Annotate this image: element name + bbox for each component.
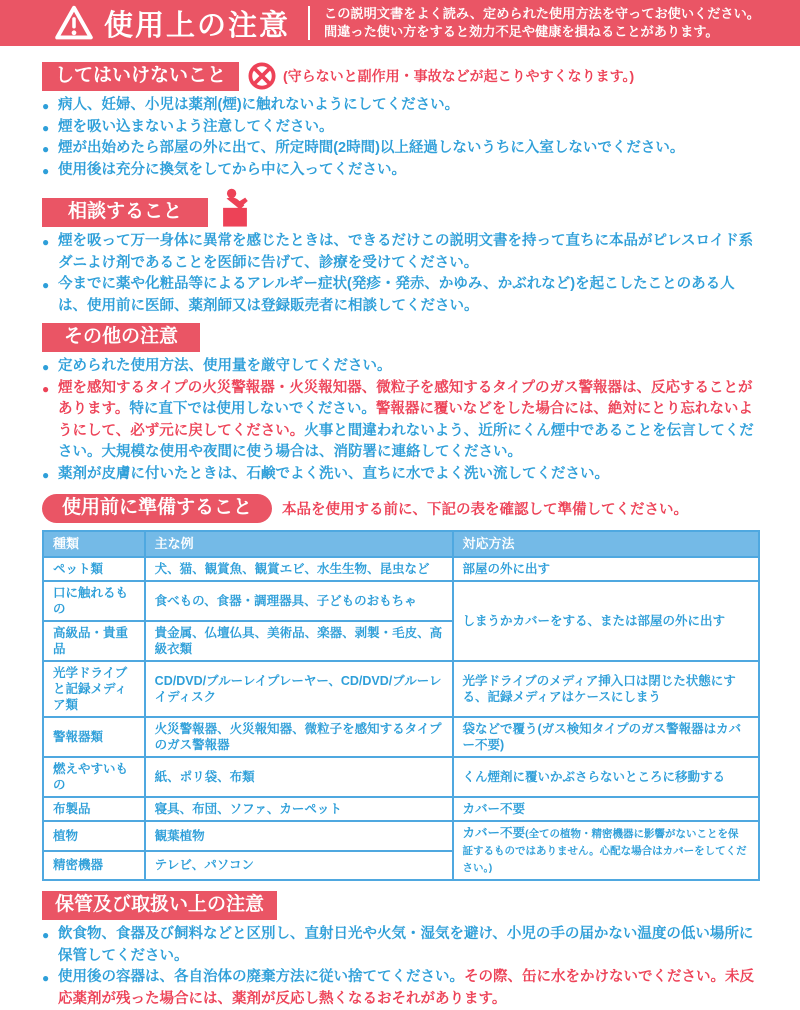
alarm-warning-red-1: 煙を感知するタイプの火災警報器・火災報知器、微粒子を感知するタイプのガス警報器は、反応することがあります。 xyxy=(58,379,753,417)
cell-examples: CD/DVD/ブルーレイプレーヤー、CD/DVD/ブルーレイディスク xyxy=(145,661,453,717)
section-prohibited-title: してはいけないこと xyxy=(42,62,239,91)
section-prepare-lead: 本品を使用する前に、下記の表を確認して準備してください。 xyxy=(282,502,689,518)
section-other-title: その他の注意 xyxy=(42,323,200,352)
table-row-mouth-items xyxy=(43,581,759,621)
table-row-flammables xyxy=(43,757,759,797)
cell-examples: 食べもの、食器・調理器具、子どものおもちゃ xyxy=(145,581,453,621)
cell-type: ペット類 xyxy=(43,557,145,581)
header-description xyxy=(324,5,760,41)
header-band xyxy=(0,0,800,46)
cell-type: 燃えやすいもの xyxy=(43,757,145,797)
cell-action-note: (全ての植物・精密機器に影響がないことを保証するものではありません。心配な場合はカバーをしてください。) xyxy=(462,828,747,874)
section-prohibited-header xyxy=(42,61,760,91)
cell-action: 部屋の外に出す xyxy=(453,557,759,581)
list-item: ● 煙を吸い込まないよう注意してください。 xyxy=(42,117,760,139)
section-prepare-title: 使用前に準備すること xyxy=(42,494,272,523)
list-item: ● 使用後は充分に換気をしてから中に入ってください。 xyxy=(42,160,760,182)
table-row-fabrics xyxy=(43,797,759,821)
warning-triangle-icon xyxy=(54,5,94,41)
list-item-disposal xyxy=(42,967,760,1010)
prohibited-list xyxy=(42,95,760,181)
page-title: 使用上の注意 xyxy=(104,9,291,42)
disposal-red: その際、缶に水をかけないでください。未反応薬剤が残った場合には、薬剤が反応し熱くなるおそれがあります。 xyxy=(58,969,754,1007)
table-header-row xyxy=(43,531,759,557)
table-row-plants xyxy=(43,821,759,851)
alarm-warning-red-2: 警報器に覆いなどをした場合には、絶対にとり忘れないようにして、必ず元に戻してください。 xyxy=(58,401,753,439)
list-item: ● 薬剤が皮膚に付いたときは、石鹸でよく洗い、直ちに水でよく洗い流してください。 xyxy=(42,464,760,486)
alarm-warning-blue-2: 火事と間違われないよう、近所にくん煙中であることを伝言してください。大規模な使用や夜間に使う場合は、消防署に連絡してください。 xyxy=(58,422,754,460)
list-item: ● 病人、妊婦、小児は薬剤(煙)に触れないようにしてください。 xyxy=(42,95,760,117)
prohibition-icon xyxy=(247,61,277,91)
cell-action-merged xyxy=(453,821,759,880)
cell-action: くん煙剤に覆いかぶさらないところに移動する xyxy=(453,757,759,797)
cell-type: 精密機器 xyxy=(43,851,145,881)
column-header-type: 種類 xyxy=(43,531,145,557)
cell-type: 光学ドライブと記録メディア類 xyxy=(43,661,145,717)
header-description-line2: 間違った使い方をすると効力不足や健康を損ねることがあります。 xyxy=(324,24,719,39)
list-item-alarm-warning xyxy=(42,378,760,464)
cell-action: 光学ドライブのメディア挿入口は閉じた状態にする、記録メディアはケースにしまう xyxy=(453,661,759,717)
cell-action: カバー不要 xyxy=(453,797,759,821)
other-list xyxy=(42,356,760,485)
cell-action: 袋などで覆う(ガス検知タイプのガス警報器はカバー不要) xyxy=(453,717,759,757)
section-prohibited-note: (守らないと副作用・事故などが起こりやすくなります。) xyxy=(283,68,635,84)
cell-examples: 貴金属、仏壇仏具、美術品、楽器、剥製・毛皮、高級衣類 xyxy=(145,621,453,661)
section-prepare-header xyxy=(42,494,760,523)
list-item: ● 煙が出始めたら部屋の外に出て、所定時間(2時間)以上経過しないうちに入室しないでください。 xyxy=(42,138,760,160)
cell-examples: 観葉植物 xyxy=(145,821,453,851)
section-other-header xyxy=(42,323,760,352)
table-row-pets xyxy=(43,557,759,581)
cell-type: 口に触れるもの xyxy=(43,581,145,621)
cell-action-merged: しまうかカバーをする、または部屋の外に出す xyxy=(453,581,759,661)
cell-type: 布製品 xyxy=(43,797,145,821)
section-consult-title: 相談すること xyxy=(42,198,208,227)
consult-list xyxy=(42,231,760,317)
cell-examples: 火災警報器、火災報知器、微粒子を感知するタイプのガス警報器 xyxy=(145,717,453,757)
disposal-blue: 使用後の容器は、各自治体の廃棄方法に従い捨ててください。 xyxy=(58,969,464,985)
section-storage-header xyxy=(42,891,760,920)
header-divider xyxy=(308,6,310,40)
cell-type: 警報器類 xyxy=(43,717,145,757)
storage-list xyxy=(42,924,760,1010)
preparation-table xyxy=(42,530,760,881)
list-item: ● 定められた使用方法、使用量を厳守してください。 xyxy=(42,356,760,378)
alarm-warning-blue-1: 特に直下では使用しないでください。 xyxy=(129,401,376,417)
doctor-consult-icon xyxy=(218,187,252,227)
cell-type: 高級品・貴重品 xyxy=(43,621,145,661)
cell-action-main: カバー不要 xyxy=(462,826,526,840)
table-row-alarms xyxy=(43,717,759,757)
section-consult-header xyxy=(42,187,760,227)
content xyxy=(0,46,800,1010)
list-item: ● 今までに薬や化粧品等によるアレルギー症状(発疹・発赤、かゆみ、かぶれなど)を起こしたことのある人は、使用前に医師、薬剤師又は登録販売者に相談してください。 xyxy=(42,274,760,317)
column-header-action: 対応方法 xyxy=(453,531,759,557)
cell-examples: 紙、ポリ袋、布類 xyxy=(145,757,453,797)
cell-examples: 犬、猫、観賞魚、観賞エビ、水生生物、昆虫など xyxy=(145,557,453,581)
section-storage-title: 保管及び取扱い上の注意 xyxy=(42,891,277,920)
header-description-line1: この説明文書をよく読み、定められた使用方法を守ってお使いください。 xyxy=(324,6,760,21)
cell-examples: テレビ、パソコン xyxy=(145,851,453,881)
list-item: ● 飲食物、食器及び飼料などと区別し、直射日光や火気・湿気を避け、小児の手の届かない温度の低い場所に保管してください。 xyxy=(42,924,760,967)
column-header-examples: 主な例 xyxy=(145,531,453,557)
cell-type: 植物 xyxy=(43,821,145,851)
table-row-optical-drives xyxy=(43,661,759,717)
list-item: ● 煙を吸って万一身体に異常を感じたときは、できるだけこの説明文書を持って直ちに本品がピレスロイド系ダニよけ剤であることを医師に告げて、診療を受けてください。 xyxy=(42,231,760,274)
cell-examples: 寝具、布団、ソファ、カーペット xyxy=(145,797,453,821)
